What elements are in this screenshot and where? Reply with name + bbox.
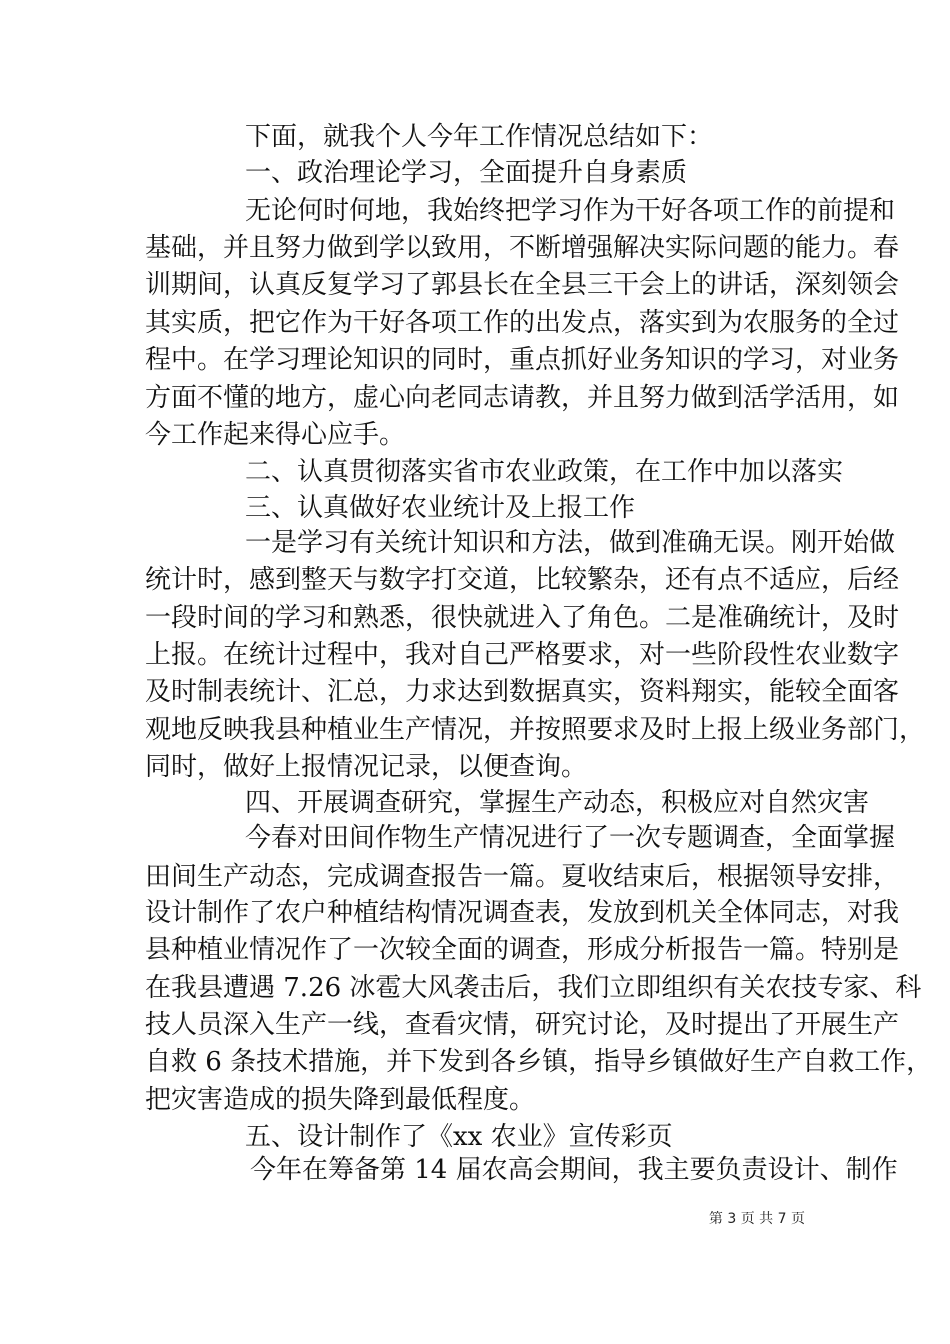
body-line: 统计时，感到整天与数字打交道，比较繁杂，还有点不适应，后经 (145, 565, 900, 595)
section-heading-2: 二、认真贯彻落实省市农业政策，在工作中加以落实 (245, 457, 844, 487)
body-line: 其实质，把它作为干好各项工作的出发点，落实到为农服务的全过 (145, 308, 900, 338)
section-heading-1: 一、政治理论学习，全面提升自身素质 (245, 158, 688, 188)
body-line: 训期间，认真反复学习了郭县长在全县三干会上的讲话，深刻领会 (145, 270, 900, 300)
section-heading-5: 五、设计制作了《xx 农业》宣传彩页 (245, 1122, 673, 1152)
section-heading-3: 三、认真做好农业统计及上报工作 (245, 493, 636, 523)
body-line: 观地反映我县种植业生产情况，并按照要求及时上报上级业务部门， (145, 715, 926, 745)
body-line: 田间生产动态，完成调查报告一篇。夏收结束后，根据领导安排， (145, 862, 900, 892)
body-line: 无论何时何地，我始终把学习作为干好各项工作的前提和 (245, 196, 896, 226)
section-heading-4: 四、开展调查研究，掌握生产动态，积极应对自然灾害 (245, 788, 870, 818)
body-line: 把灾害造成的损失降到最低程度。 (145, 1085, 536, 1115)
body-line: 程中。在学习理论知识的同时，重点抓好业务知识的学习，对业务 (145, 345, 900, 375)
body-line: 一段时间的学习和熟悉，很快就进入了角色。二是准确统计，及时 (145, 603, 900, 633)
body-line: 在我县遭遇 7.26 冰雹大风袭击后，我们立即组织有关农技专家、科 (145, 973, 922, 1003)
body-line: 一是学习有关统计知识和方法，做到准确无误。刚开始做 (245, 528, 896, 558)
intro-line: 下面，就我个人今年工作情况总结如下： (245, 122, 714, 152)
page-number: 第 3 页 共 7 页 (708, 1211, 805, 1227)
body-line: 设计制作了农户种植结构情况调查表，发放到机关全体同志，对我 (145, 898, 900, 928)
body-line: 及时制表统计、汇总，力求达到数据真实，资料翔实，能较全面客 (145, 677, 900, 707)
body-line: 同时，做好上报情况记录，以便查询。 (145, 752, 588, 782)
body-line: 上报。在统计过程中，我对自己严格要求，对一些阶段性农业数字 (145, 640, 900, 670)
body-line: 县种植业情况作了一次较全面的调查，形成分析报告一篇。特别是 (145, 935, 900, 965)
body-line: 今春对田间作物生产情况进行了一次专题调查，全面掌握 (245, 823, 896, 853)
body-line: 今工作起来得心应手。 (145, 420, 406, 450)
body-line: 方面不懂的地方，虚心向老同志请教，并且努力做到活学活用，如 (145, 383, 900, 413)
body-line: 今年在筹备第 14 届农高会期间，我主要负责设计、制作 (250, 1155, 898, 1185)
body-line: 技人员深入生产一线，查看灾情，研究讨论，及时提出了开展生产 (145, 1010, 900, 1040)
body-line: 自救 6 条技术措施，并下发到各乡镇，指导乡镇做好生产自救工作， (145, 1047, 933, 1077)
body-line: 基础，并且努力做到学以致用，不断增强解决实际问题的能力。春 (145, 233, 900, 263)
